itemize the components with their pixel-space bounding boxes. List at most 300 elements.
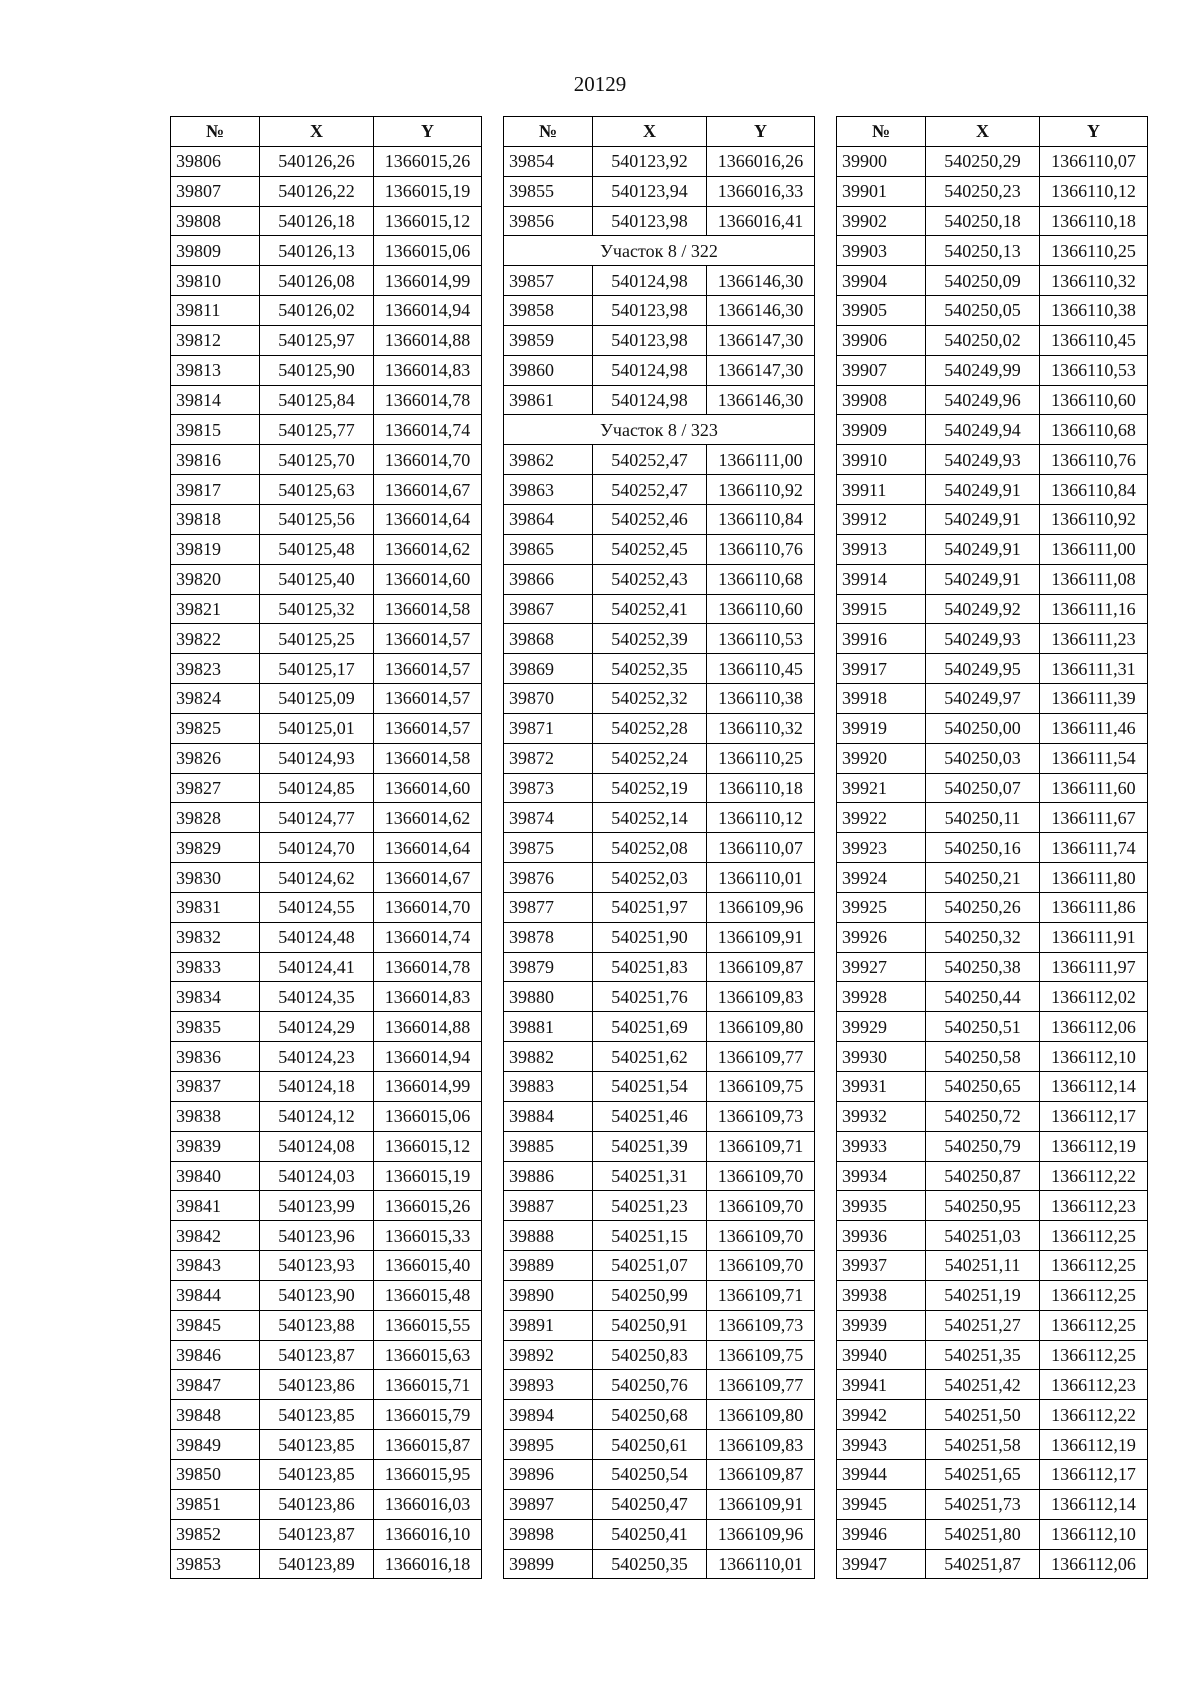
point-number-cell: 39831: [171, 892, 260, 922]
table-row: [504, 445, 815, 475]
table-row: [171, 833, 482, 863]
x-coordinate-cell: 540126,18: [260, 206, 374, 236]
point-number-cell: 39921: [837, 773, 926, 803]
x-coordinate-cell: 540125,84: [260, 385, 374, 415]
table-row: [504, 1191, 815, 1221]
point-number-cell: 39819: [171, 534, 260, 564]
point-number-cell: 39934: [837, 1161, 926, 1191]
y-coordinate-cell: 1366110,01: [707, 863, 815, 893]
point-number-cell: 39943: [837, 1430, 926, 1460]
point-number-cell: 39878: [504, 922, 593, 952]
point-number-cell: 39845: [171, 1310, 260, 1340]
point-number-cell: 39898: [504, 1519, 593, 1549]
x-coordinate-cell: 540251,69: [593, 1012, 707, 1042]
point-number-cell: 39821: [171, 594, 260, 624]
table-row: [171, 803, 482, 833]
point-number-cell: 39940: [837, 1340, 926, 1370]
y-coordinate-cell: 1366015,55: [374, 1310, 482, 1340]
point-number-cell: 39853: [171, 1549, 260, 1579]
table-row: [504, 803, 815, 833]
x-coordinate-cell: 540123,89: [260, 1549, 374, 1579]
point-number-cell: 39850: [171, 1459, 260, 1489]
y-coordinate-cell: 1366109,70: [707, 1251, 815, 1281]
x-coordinate-cell: 540250,83: [593, 1340, 707, 1370]
y-coordinate-cell: 1366014,62: [374, 534, 482, 564]
table-row: [837, 922, 1148, 952]
point-number-cell: 39930: [837, 1042, 926, 1072]
y-coordinate-cell: 1366014,60: [374, 773, 482, 803]
column-header-y: Y: [1040, 117, 1148, 147]
table-row: [837, 892, 1148, 922]
y-coordinate-cell: 1366112,10: [1040, 1042, 1148, 1072]
x-coordinate-cell: 540250,09: [926, 266, 1040, 296]
point-number-cell: 39813: [171, 355, 260, 385]
table-row: [504, 1042, 815, 1072]
x-coordinate-cell: 540250,72: [926, 1101, 1040, 1131]
table-row: [837, 534, 1148, 564]
x-coordinate-cell: 540249,99: [926, 355, 1040, 385]
column-header-x: X: [926, 117, 1040, 147]
y-coordinate-cell: 1366109,83: [707, 982, 815, 1012]
table-row: [171, 922, 482, 952]
column-header-y: Y: [374, 117, 482, 147]
y-coordinate-cell: 1366015,06: [374, 236, 482, 266]
x-coordinate-cell: 540251,73: [926, 1489, 1040, 1519]
x-coordinate-cell: 540249,96: [926, 385, 1040, 415]
y-coordinate-cell: 1366112,02: [1040, 982, 1148, 1012]
point-number-cell: 39876: [504, 863, 593, 893]
x-coordinate-cell: 540123,93: [260, 1251, 374, 1281]
page-number: 20129: [573, 72, 627, 96]
table-row: [504, 773, 815, 803]
point-number-cell: 39806: [171, 146, 260, 176]
x-coordinate-cell: 540249,94: [926, 415, 1040, 445]
x-coordinate-cell: 540250,68: [593, 1400, 707, 1430]
x-coordinate-cell: 540250,00: [926, 713, 1040, 743]
point-number-cell: 39846: [171, 1340, 260, 1370]
point-number-cell: 39827: [171, 773, 260, 803]
y-coordinate-cell: 1366109,96: [707, 892, 815, 922]
table-row: [171, 266, 482, 296]
point-number-cell: 39884: [504, 1101, 593, 1131]
table-row: [837, 1191, 1148, 1221]
x-coordinate-cell: 540250,16: [926, 833, 1040, 863]
point-number-cell: 39897: [504, 1489, 593, 1519]
y-coordinate-cell: 1366110,53: [1040, 355, 1148, 385]
x-coordinate-cell: 540126,13: [260, 236, 374, 266]
table-row: [171, 1042, 482, 1072]
x-coordinate-cell: 540125,40: [260, 564, 374, 594]
table-row: [171, 1072, 482, 1102]
point-number-cell: 39937: [837, 1251, 926, 1281]
x-coordinate-cell: 540123,87: [260, 1340, 374, 1370]
y-coordinate-cell: 1366015,06: [374, 1101, 482, 1131]
table-row: [171, 624, 482, 654]
point-number-cell: 39863: [504, 475, 593, 505]
x-coordinate-cell: 540124,23: [260, 1042, 374, 1072]
y-coordinate-cell: 1366014,58: [374, 594, 482, 624]
x-coordinate-cell: 540252,39: [593, 624, 707, 654]
point-number-cell: 39926: [837, 922, 926, 952]
point-number-cell: 39889: [504, 1251, 593, 1281]
table-row: [171, 1340, 482, 1370]
y-coordinate-cell: 1366110,25: [707, 743, 815, 773]
table-row: [504, 1131, 815, 1161]
point-number-cell: 39909: [837, 415, 926, 445]
table-row: [837, 1489, 1148, 1519]
section-label: Участок 8 / 322: [504, 236, 815, 266]
x-coordinate-cell: 540124,98: [593, 385, 707, 415]
point-number-cell: 39905: [837, 296, 926, 326]
y-coordinate-cell: 1366110,68: [1040, 415, 1148, 445]
x-coordinate-cell: 540250,51: [926, 1012, 1040, 1042]
column-header-y: Y: [707, 117, 815, 147]
point-number-cell: 39936: [837, 1221, 926, 1251]
point-number-cell: 39822: [171, 624, 260, 654]
point-number-cell: 39924: [837, 863, 926, 893]
y-coordinate-cell: 1366014,58: [374, 743, 482, 773]
point-number-cell: 39817: [171, 475, 260, 505]
y-coordinate-cell: 1366109,75: [707, 1340, 815, 1370]
point-number-cell: 39838: [171, 1101, 260, 1131]
table-row: [837, 1072, 1148, 1102]
table-row: [504, 684, 815, 714]
x-coordinate-cell: 540251,87: [926, 1549, 1040, 1579]
point-number-cell: 39903: [837, 236, 926, 266]
x-coordinate-cell: 540250,38: [926, 952, 1040, 982]
x-coordinate-cell: 540126,22: [260, 176, 374, 206]
point-number-cell: 39891: [504, 1310, 593, 1340]
x-coordinate-cell: 540250,21: [926, 863, 1040, 893]
table-row: [171, 1459, 482, 1489]
x-coordinate-cell: 540124,98: [593, 355, 707, 385]
table-row: [171, 355, 482, 385]
table-row: [171, 1161, 482, 1191]
y-coordinate-cell: 1366112,19: [1040, 1430, 1148, 1460]
point-number-cell: 39874: [504, 803, 593, 833]
table-row: [504, 475, 815, 505]
table-row: [171, 385, 482, 415]
y-coordinate-cell: 1366016,26: [707, 146, 815, 176]
table-row: [837, 952, 1148, 982]
table-row: [504, 1161, 815, 1191]
table-row: [504, 1251, 815, 1281]
x-coordinate-cell: 540250,29: [926, 146, 1040, 176]
table-row: [171, 296, 482, 326]
point-number-cell: 39912: [837, 504, 926, 534]
x-coordinate-cell: 540123,98: [593, 325, 707, 355]
table-row: [171, 1191, 482, 1221]
table-row: [504, 266, 815, 296]
section-label: Участок 8 / 323: [504, 415, 815, 445]
x-coordinate-cell: 540124,18: [260, 1072, 374, 1102]
y-coordinate-cell: 1366015,79: [374, 1400, 482, 1430]
point-number-cell: 39890: [504, 1280, 593, 1310]
table-row: [504, 1280, 815, 1310]
y-coordinate-cell: 1366112,23: [1040, 1370, 1148, 1400]
point-number-cell: 39814: [171, 385, 260, 415]
point-number-cell: 39811: [171, 296, 260, 326]
x-coordinate-cell: 540252,19: [593, 773, 707, 803]
table-row: [837, 445, 1148, 475]
table-row: [504, 743, 815, 773]
table-row: [171, 146, 482, 176]
point-number-cell: 39862: [504, 445, 593, 475]
x-coordinate-cell: 540250,54: [593, 1459, 707, 1489]
x-coordinate-cell: 540124,77: [260, 803, 374, 833]
x-coordinate-cell: 540250,23: [926, 176, 1040, 206]
y-coordinate-cell: 1366109,77: [707, 1042, 815, 1072]
table-row: [171, 952, 482, 982]
x-coordinate-cell: 540252,46: [593, 504, 707, 534]
x-coordinate-cell: 540250,35: [593, 1549, 707, 1579]
table-row: [171, 982, 482, 1012]
y-coordinate-cell: 1366109,70: [707, 1191, 815, 1221]
table-row: [171, 475, 482, 505]
y-coordinate-cell: 1366111,74: [1040, 833, 1148, 863]
point-number-cell: 39868: [504, 624, 593, 654]
x-coordinate-cell: 540252,45: [593, 534, 707, 564]
x-coordinate-cell: 540123,98: [593, 206, 707, 236]
table-row: [171, 445, 482, 475]
y-coordinate-cell: 1366014,64: [374, 504, 482, 534]
point-number-cell: 39866: [504, 564, 593, 594]
point-number-cell: 39922: [837, 803, 926, 833]
table-row: [504, 713, 815, 743]
table-row: [504, 504, 815, 534]
y-coordinate-cell: 1366110,92: [707, 475, 815, 505]
y-coordinate-cell: 1366014,67: [374, 863, 482, 893]
y-coordinate-cell: 1366110,76: [707, 534, 815, 564]
x-coordinate-cell: 540124,41: [260, 952, 374, 982]
coordinates-table-2: [503, 116, 815, 1579]
y-coordinate-cell: 1366014,88: [374, 325, 482, 355]
point-number-cell: 39847: [171, 1370, 260, 1400]
x-coordinate-cell: 540251,07: [593, 1251, 707, 1281]
y-coordinate-cell: 1366109,96: [707, 1519, 815, 1549]
point-number-cell: 39932: [837, 1101, 926, 1131]
y-coordinate-cell: 1366015,71: [374, 1370, 482, 1400]
y-coordinate-cell: 1366015,19: [374, 1161, 482, 1191]
y-coordinate-cell: 1366110,12: [1040, 176, 1148, 206]
y-coordinate-cell: 1366109,80: [707, 1012, 815, 1042]
point-number-cell: 39854: [504, 146, 593, 176]
x-coordinate-cell: 540252,41: [593, 594, 707, 624]
x-coordinate-cell: 540124,48: [260, 922, 374, 952]
y-coordinate-cell: 1366110,01: [707, 1549, 815, 1579]
table-row: [837, 146, 1148, 176]
point-number-cell: 39914: [837, 564, 926, 594]
table-row: [837, 325, 1148, 355]
point-number-cell: 39812: [171, 325, 260, 355]
table-row: [504, 385, 815, 415]
table-row: [504, 1072, 815, 1102]
point-number-cell: 39818: [171, 504, 260, 534]
table-row: [504, 863, 815, 893]
y-coordinate-cell: 1366110,38: [1040, 296, 1148, 326]
table-row: [171, 594, 482, 624]
table-row: [504, 1430, 815, 1460]
x-coordinate-cell: 540251,65: [926, 1459, 1040, 1489]
point-number-cell: 39908: [837, 385, 926, 415]
x-coordinate-cell: 540249,91: [926, 504, 1040, 534]
y-coordinate-cell: 1366014,83: [374, 355, 482, 385]
point-number-cell: 39873: [504, 773, 593, 803]
table-row: [171, 1280, 482, 1310]
point-number-cell: 39881: [504, 1012, 593, 1042]
x-coordinate-cell: 540249,92: [926, 594, 1040, 624]
table-row: [837, 743, 1148, 773]
table-row: [837, 1221, 1148, 1251]
x-coordinate-cell: 540250,76: [593, 1370, 707, 1400]
y-coordinate-cell: 1366111,91: [1040, 922, 1148, 952]
point-number-cell: 39842: [171, 1221, 260, 1251]
x-coordinate-cell: 540251,83: [593, 952, 707, 982]
point-number-cell: 39900: [837, 146, 926, 176]
table-row: [504, 534, 815, 564]
point-number-cell: 39834: [171, 982, 260, 1012]
x-coordinate-cell: 540250,32: [926, 922, 1040, 952]
table-row: [837, 654, 1148, 684]
point-number-cell: 39892: [504, 1340, 593, 1370]
point-number-cell: 39864: [504, 504, 593, 534]
column-header-number: №: [837, 117, 926, 147]
x-coordinate-cell: 540251,35: [926, 1340, 1040, 1370]
x-coordinate-cell: 540124,98: [593, 266, 707, 296]
point-number-cell: 39920: [837, 743, 926, 773]
x-coordinate-cell: 540249,91: [926, 534, 1040, 564]
x-coordinate-cell: 540252,43: [593, 564, 707, 594]
point-number-cell: 39865: [504, 534, 593, 564]
table-row: [837, 1519, 1148, 1549]
table-row: [837, 1459, 1148, 1489]
table-row: [837, 475, 1148, 505]
point-number-cell: 39888: [504, 1221, 593, 1251]
y-coordinate-cell: 1366112,25: [1040, 1221, 1148, 1251]
y-coordinate-cell: 1366112,25: [1040, 1310, 1148, 1340]
x-coordinate-cell: 540251,27: [926, 1310, 1040, 1340]
table-row: [504, 564, 815, 594]
y-coordinate-cell: 1366014,57: [374, 654, 482, 684]
point-number-cell: 39826: [171, 743, 260, 773]
point-number-cell: 39945: [837, 1489, 926, 1519]
point-number-cell: 39916: [837, 624, 926, 654]
point-number-cell: 39925: [837, 892, 926, 922]
point-number-cell: 39835: [171, 1012, 260, 1042]
y-coordinate-cell: 1366111,39: [1040, 684, 1148, 714]
x-coordinate-cell: 540251,90: [593, 922, 707, 952]
table-row: [504, 594, 815, 624]
table-row: [171, 684, 482, 714]
x-coordinate-cell: 540124,03: [260, 1161, 374, 1191]
table-row: [171, 654, 482, 684]
point-number-cell: 39808: [171, 206, 260, 236]
x-coordinate-cell: 540252,28: [593, 713, 707, 743]
point-number-cell: 39938: [837, 1280, 926, 1310]
point-number-cell: 39809: [171, 236, 260, 266]
point-number-cell: 39848: [171, 1400, 260, 1430]
coordinates-table-3: [836, 116, 1148, 1579]
x-coordinate-cell: 540123,99: [260, 1191, 374, 1221]
y-coordinate-cell: 1366110,45: [1040, 325, 1148, 355]
point-number-cell: 39941: [837, 1370, 926, 1400]
x-coordinate-cell: 540123,86: [260, 1489, 374, 1519]
section-row: [504, 415, 815, 445]
x-coordinate-cell: 540250,02: [926, 325, 1040, 355]
y-coordinate-cell: 1366014,67: [374, 475, 482, 505]
x-coordinate-cell: 540250,18: [926, 206, 1040, 236]
column-header-x: X: [260, 117, 374, 147]
y-coordinate-cell: 1366112,10: [1040, 1519, 1148, 1549]
y-coordinate-cell: 1366014,78: [374, 952, 482, 982]
point-number-cell: 39816: [171, 445, 260, 475]
point-number-cell: 39919: [837, 713, 926, 743]
y-coordinate-cell: 1366014,70: [374, 892, 482, 922]
y-coordinate-cell: 1366014,62: [374, 803, 482, 833]
x-coordinate-cell: 540251,62: [593, 1042, 707, 1072]
y-coordinate-cell: 1366112,17: [1040, 1101, 1148, 1131]
y-coordinate-cell: 1366109,71: [707, 1280, 815, 1310]
y-coordinate-cell: 1366014,94: [374, 296, 482, 326]
y-coordinate-cell: 1366110,32: [1040, 266, 1148, 296]
table-row: [504, 952, 815, 982]
y-coordinate-cell: 1366112,25: [1040, 1280, 1148, 1310]
table-row: [837, 1400, 1148, 1430]
x-coordinate-cell: 540251,15: [593, 1221, 707, 1251]
x-coordinate-cell: 540125,63: [260, 475, 374, 505]
x-coordinate-cell: 540250,95: [926, 1191, 1040, 1221]
y-coordinate-cell: 1366015,48: [374, 1280, 482, 1310]
table-row: [837, 296, 1148, 326]
point-number-cell: 39867: [504, 594, 593, 624]
y-coordinate-cell: 1366112,22: [1040, 1400, 1148, 1430]
table-row: [837, 564, 1148, 594]
point-number-cell: 39859: [504, 325, 593, 355]
x-coordinate-cell: 540249,91: [926, 564, 1040, 594]
y-coordinate-cell: 1366112,14: [1040, 1489, 1148, 1519]
x-coordinate-cell: 540251,50: [926, 1400, 1040, 1430]
x-coordinate-cell: 540249,93: [926, 624, 1040, 654]
point-number-cell: 39923: [837, 833, 926, 863]
table-row: [837, 1340, 1148, 1370]
table-row: [504, 206, 815, 236]
table-row: [171, 1251, 482, 1281]
y-coordinate-cell: 1366110,84: [1040, 475, 1148, 505]
point-number-cell: 39893: [504, 1370, 593, 1400]
y-coordinate-cell: 1366109,73: [707, 1310, 815, 1340]
x-coordinate-cell: 540250,87: [926, 1161, 1040, 1191]
point-number-cell: 39871: [504, 713, 593, 743]
table-row: [504, 1400, 815, 1430]
table-row: [171, 534, 482, 564]
table-row: [171, 1370, 482, 1400]
x-coordinate-cell: 540123,92: [593, 146, 707, 176]
point-number-cell: 39824: [171, 684, 260, 714]
table-row: [504, 1340, 815, 1370]
x-coordinate-cell: 540249,93: [926, 445, 1040, 475]
column-header-number: №: [504, 117, 593, 147]
point-number-cell: 39828: [171, 803, 260, 833]
point-number-cell: 39829: [171, 833, 260, 863]
table-row: [837, 1012, 1148, 1042]
x-coordinate-cell: 540250,79: [926, 1131, 1040, 1161]
point-number-cell: 39852: [171, 1519, 260, 1549]
point-number-cell: 39856: [504, 206, 593, 236]
point-number-cell: 39917: [837, 654, 926, 684]
y-coordinate-cell: 1366110,60: [707, 594, 815, 624]
point-number-cell: 39899: [504, 1549, 593, 1579]
table-row: [837, 1549, 1148, 1579]
